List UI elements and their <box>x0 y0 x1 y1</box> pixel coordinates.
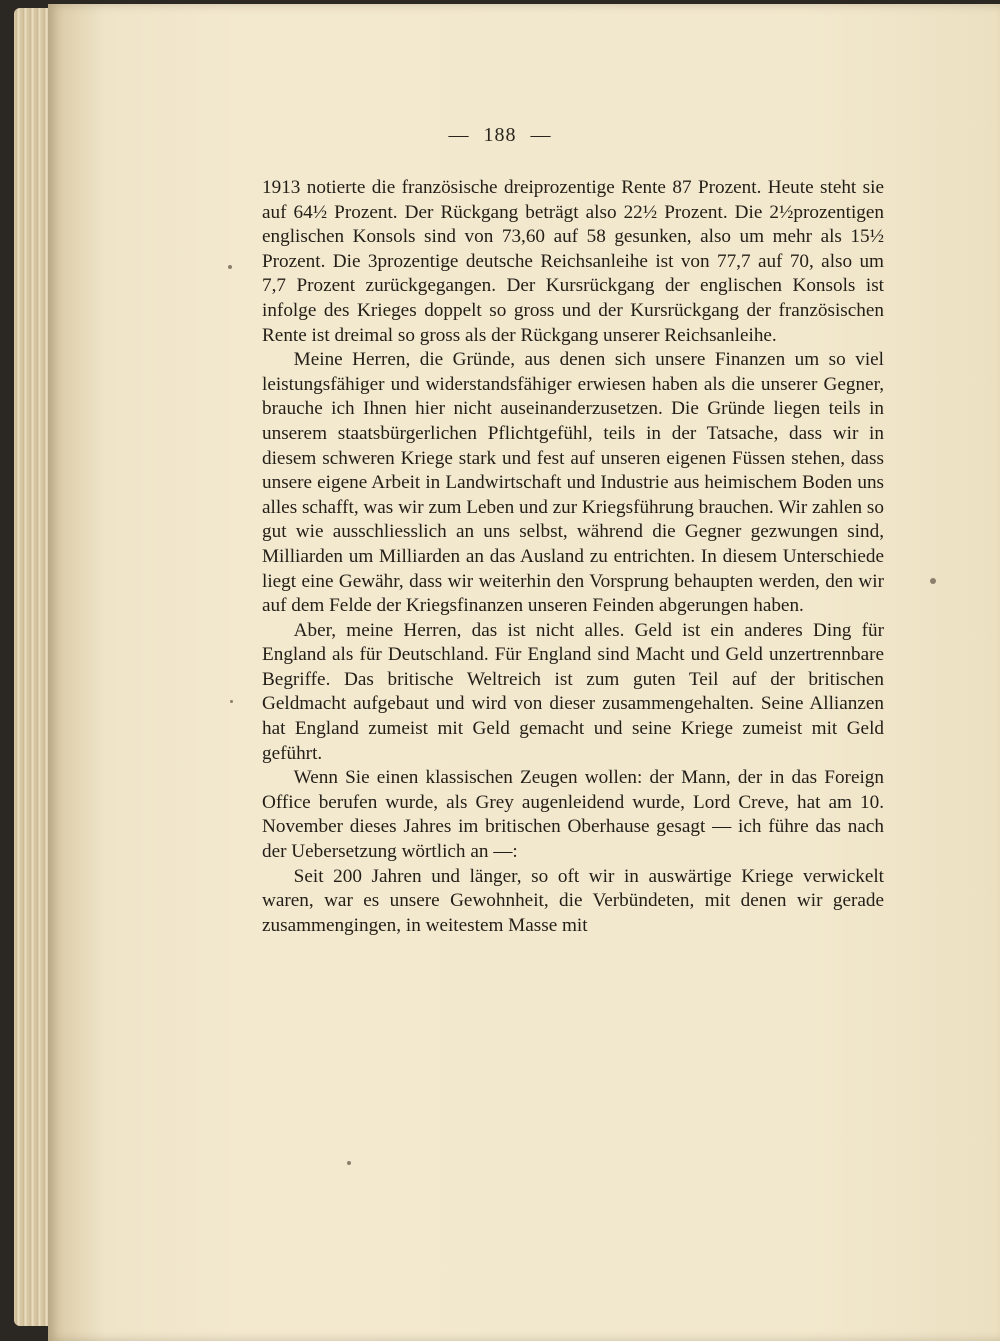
page-header <box>0 124 1000 147</box>
paper-speck <box>930 578 936 584</box>
page-number: 188 <box>483 124 517 146</box>
header-dash-right: — <box>530 124 552 146</box>
paper-speck <box>228 265 232 269</box>
header-dash-left: — <box>448 124 470 146</box>
paragraph: 1913 notierte die französische dreiprozentige Rente 87 Prozent. Heute steht sie auf 64½ Prozent. Der Rückgang beträgt also 22½ Prozent. Die 2½prozentigen englischen Konsols sind von 73,60 auf 58 gesunken, also um mehr als 15½ Prozent. Die 3prozentige deutsche Reichsanleihe ist von 77,7 auf 70, also um 7,7 Prozent zurückgegangen. Der Kursrückgang der englischen Konsols ist infolge des Krieges doppelt so gross und der Kursrückgang der französischen Rente ist dreimal so gross als der Rückgang unserer Reichsanleihe. <box>262 177 884 346</box>
paragraph: Wenn Sie einen klassischen Zeugen wollen: der Mann, der in das Foreign Office berufen wurde, als Grey augenleidend wurde, Lord Creve, hat am 10. November dieses Jahres im britischen Oberhause gesagt — ich führe das nach der Uebersetzung wörtlich an —: <box>262 767 884 863</box>
paper-speck <box>347 1161 351 1165</box>
paragraph: Meine Herren, die Gründe, aus denen sich unsere Finanzen um so viel leistungsfähiger und widerstandsfähiger erwiesen haben als die unserer Gegner, brauche ich Ihnen hier nicht auseinanderzusetzen. Die Gründe liegen teils in unserem staatsbürgerlichen Pflichtgefühl, teils in der Tatsache, dass wir in diesem schweren Kriege stark und fest auf unseren eigenen Füssen stehen, dass unsere eigene Arbeit in Landwirtschaft und Industrie aus heimischem Boden uns alles schafft, was wir zum Leben und zur Kriegsführung brauchen. Wir zahlen so gut wie ausschliesslich an uns selbst, während die Gegner gezwungen sind, Milliarden um Milliarden an das Ausland zu entrichten. In diesem Unterschiede liegt eine Gewähr, dass wir weiterhin den Vorsprung behaupten werden, den wir auf dem Felde der Kriegsfinanzen unseren Feinden abgerungen haben. <box>262 349 884 617</box>
paper-speck <box>230 700 233 703</box>
paragraph: Seit 200 Jahren und länger, so oft wir in auswärtige Kriege verwickelt waren, war es unsere Gewohnheit, die Verbündeten, mit denen wir gerade zusammengingen, in weitestem Masse mit <box>262 865 884 936</box>
paragraph: Aber, meine Herren, das ist nicht alles. Geld ist ein anderes Ding für England als für Deutschland. Für England sind Macht und Geld unzertrennbare Begriffe. Das britische Weltreich ist zum guten Teil auf der britischen Geldmacht aufgebaut und wird von dieser zusammengehalten. Seine Allianzen hat England zumeist mit Geld gemacht und seine Kriege zumeist mit Geld geführt. <box>262 619 884 764</box>
body-text <box>262 176 884 938</box>
